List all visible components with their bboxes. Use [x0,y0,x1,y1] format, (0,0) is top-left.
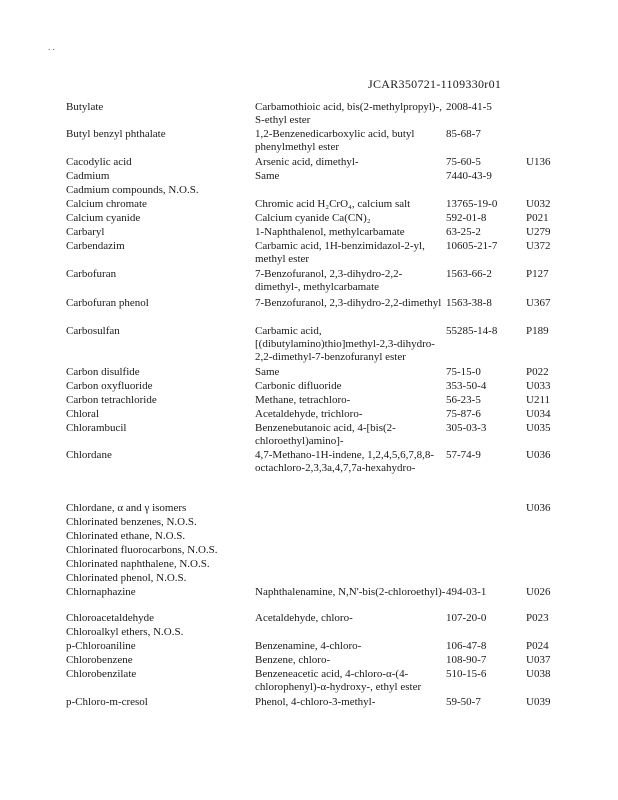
chemical-abstracts-name: Benzenebutanoic acid, 4-[bis(2-chloroethyl)amino]- [255,422,396,447]
constituent-name: Chlorinated phenol, N.O.S. [66,572,187,584]
chemical-abstracts-name: Carbamic acid, 1H-benzimidazol-2-yl, methyl ester [255,240,425,265]
constituent-name: Chloroalkyl ethers, N.O.S. [66,626,184,638]
cas-number: 494-03-1 [446,586,487,598]
cas-number: 75-87-6 [446,408,481,420]
table-row [0,449,618,502]
constituent-name: Chlorobenzene [66,654,133,666]
constituent-name: Chlorambucil [66,422,127,434]
waste-code: P189 [526,325,549,337]
constituent-name: Chlorinated benzenes, N.O.S. [66,516,197,528]
constituent-name: p-Chloro-m-cresol [66,696,148,708]
waste-code: U039 [526,696,551,708]
waste-code: U026 [526,586,551,598]
chemical-abstracts-name: Benzenamine, 4-chloro- [255,640,362,652]
constituent-name: Calcium chromate [66,198,147,210]
table-row [0,586,618,612]
table-row [0,170,618,184]
hazardous-constituents-table [0,101,618,710]
constituent-name: Chloroacetaldehyde [66,612,154,624]
chemical-abstracts-name: Carbonic difluoride [255,380,342,392]
table-row [0,544,618,558]
constituent-name: p-Chloroaniline [66,640,136,652]
constituent-name: Chlordane, α and γ isomers [66,502,187,514]
chemical-abstracts-name: Carbamic acid, [(dibutylamino)thio]methyl-2,3-dihydro-2,2-dimethyl-7-benzofuranyl ester [255,325,435,363]
cas-number: 56-23-5 [446,394,481,406]
cas-number: 353-50-4 [446,380,487,392]
chemical-abstracts-name: Same [255,170,280,182]
table-row [0,558,618,572]
table-row [0,184,618,198]
chemical-abstracts-name: Benzeneacetic acid, 4-chloro-α-(4-chlorophenyl)-α-hydroxy-, ethyl ester [255,668,422,693]
cas-number: 2008-41-5 [446,101,492,113]
cas-number: 7440-43-9 [446,170,492,182]
waste-code: U136 [526,156,551,168]
chemical-abstracts-name: Phenol, 4-chloro-3-methyl- [255,696,376,708]
cas-number: 106-47-8 [446,640,487,652]
scan-specks: . . [48,42,55,52]
table-row [0,128,618,156]
cas-number: 55285-14-8 [446,325,498,337]
constituent-name: Chlorinated ethane, N.O.S. [66,530,186,542]
table-row [0,325,618,366]
constituent-name: Chlorobenzilate [66,668,137,680]
waste-code: U036 [526,449,551,461]
cas-number: 57-74-9 [446,449,481,461]
table-row [0,226,618,240]
waste-code: U037 [526,654,551,666]
chemical-abstracts-name: 1-Naphthalenol, methylcarbamate [255,226,405,238]
constituent-name: Cadmium compounds, N.O.S. [66,184,199,196]
cas-number: 510-15-6 [446,668,487,680]
waste-code: U032 [526,198,551,210]
waste-code: U033 [526,380,551,392]
waste-code: P021 [526,212,549,224]
constituent-name: Carbofuran phenol [66,297,149,309]
table-row [0,156,618,170]
table-row [0,394,618,408]
chemical-abstracts-name: Benzene, chloro- [255,654,331,666]
waste-code: P023 [526,612,549,624]
chemical-abstracts-name: 1,2-Benzenedicarboxylic acid, butyl phenylmethyl ester [255,128,415,153]
table-row [0,240,618,268]
chemical-abstracts-name: Chromic acid H₂CrO₄, calcium salt [255,198,411,210]
table-row [0,572,618,586]
waste-code: P022 [526,366,549,378]
cas-number: 85-68-7 [446,128,481,140]
chemical-abstracts-name: Calcium cyanide Ca(CN)₂ [255,212,371,224]
chemical-abstracts-name: Same [255,366,280,378]
document-id: JCAR350721-1109330r01 [368,77,502,91]
cas-number: 305-03-3 [446,422,487,434]
cas-number: 59-50-7 [446,696,481,708]
constituent-name: Chlorinated fluorocarbons, N.O.S. [66,544,218,556]
table-row [0,101,618,128]
table-row [0,212,618,226]
chemical-abstracts-name: Arsenic acid, dimethyl- [255,156,359,168]
cas-number: 592-01-8 [446,212,487,224]
chemical-abstracts-name: 4,7-Methano-1H-indene, 1,2,4,5,6,7,8,8-octachloro-2,3,3a,4,7,7a-hexahydro- [255,449,435,474]
table-row [0,198,618,212]
cas-number: 107-20-0 [446,612,487,624]
table-row [0,380,618,394]
cas-number: 108-90-7 [446,654,487,666]
table-row [0,516,618,530]
table-row [0,530,618,544]
chemical-abstracts-name: Naphthalenamine, N,N'-bis(2-chloroethyl)- [255,586,446,598]
constituent-name: Chlorinated naphthalene, N.O.S. [66,558,210,570]
constituent-name: Carbon disulfide [66,366,140,378]
table-row [0,612,618,626]
constituent-name: Carbon oxyfluoride [66,380,153,392]
cas-number: 1563-66-2 [446,268,492,280]
cas-number: 13765-19-0 [446,198,498,210]
chemical-abstracts-name: Methane, tetrachloro- [255,394,351,406]
constituent-name: Carbosulfan [66,325,120,337]
constituent-name: Butyl benzyl phthalate [66,128,166,140]
cas-number: 10605-21-7 [446,240,498,252]
constituent-name: Chlornaphazine [66,586,136,598]
constituent-name: Cacodylic acid [66,156,132,168]
chemical-abstracts-name: Acetaldehyde, chloro- [255,612,353,624]
chemical-abstracts-name: Carbamothioic acid, bis(2-methylpropyl)-, S-ethyl ester [255,101,442,126]
waste-code: P024 [526,640,549,652]
table-row [0,654,618,668]
table-row [0,626,618,640]
table-row [0,502,618,516]
waste-code: U038 [526,668,551,680]
constituent-name: Butylate [66,101,104,113]
constituent-name: Carbaryl [66,226,105,238]
table-row [0,366,618,380]
waste-code: P127 [526,268,549,280]
table-row [0,640,618,654]
table-row [0,668,618,696]
chemical-abstracts-name: 7-Benzofuranol, 2,3-dihydro-2,2-dimethyl [255,297,442,309]
waste-code: U034 [526,408,551,420]
constituent-name: Cadmium [66,170,110,182]
constituent-name: Carbendazim [66,240,125,252]
table-row [0,268,618,297]
table-row [0,696,618,710]
waste-code: U036 [526,502,551,514]
cas-number: 1563-38-8 [446,297,492,309]
waste-code: U367 [526,297,551,309]
table-row [0,422,618,449]
constituent-name: Calcium cyanide [66,212,141,224]
constituent-name: Chlordane [66,449,112,461]
chemical-abstracts-name: Acetaldehyde, trichloro- [255,408,363,420]
waste-code: U035 [526,422,551,434]
table-row [0,408,618,422]
constituent-name: Carbon tetrachloride [66,394,157,406]
cas-number: 75-60-5 [446,156,481,168]
waste-code: U279 [526,226,551,238]
chemical-abstracts-name: 7-Benzofuranol, 2,3-dihydro-2,2-dimethyl-, methylcarbamate [255,268,403,293]
constituent-name: Chloral [66,408,99,420]
table-row [0,297,618,325]
cas-number: 63-25-2 [446,226,481,238]
waste-code: U372 [526,240,551,252]
constituent-name: Carbofuran [66,268,117,280]
waste-code: U211 [526,394,551,406]
cas-number: 75-15-0 [446,366,481,378]
